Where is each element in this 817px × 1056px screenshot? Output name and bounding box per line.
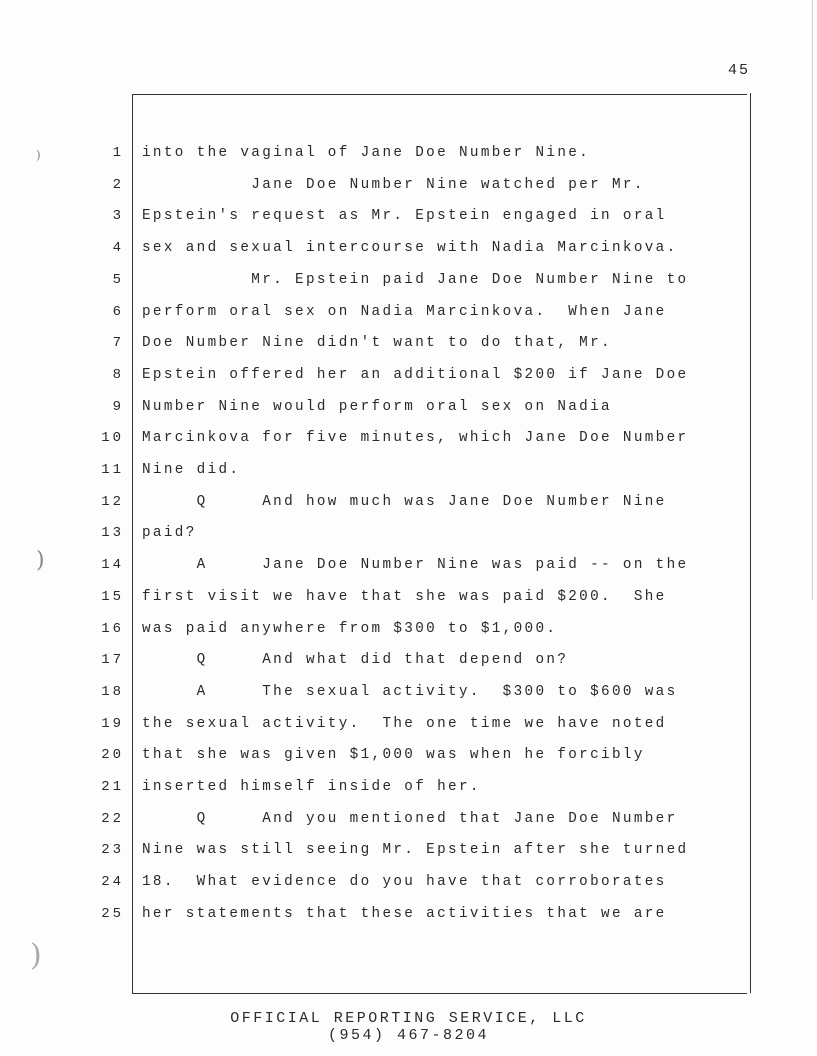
margin-mark: )	[30, 938, 42, 973]
line-number: 4	[112, 240, 124, 256]
line-number: 10	[101, 430, 124, 446]
line-number: 11	[101, 462, 124, 478]
line-number: 8	[112, 367, 124, 383]
transcript-line: A The sexual activity. $300 to $600 was	[142, 684, 678, 700]
line-number: 17	[101, 652, 124, 668]
line-number: 9	[112, 399, 124, 415]
transcript-line: Q And what did that depend on?	[142, 652, 569, 668]
line-number: 7	[112, 335, 124, 351]
page-edge	[812, 0, 813, 600]
transcript-line: Q And you mentioned that Jane Doe Number	[142, 811, 678, 827]
line-number: 18	[101, 684, 124, 700]
transcript-line: paid?	[142, 525, 197, 541]
line-number: 21	[101, 779, 124, 795]
line-number: 23	[101, 842, 124, 858]
transcript-line: Epstein's request as Mr. Epstein engaged in oral	[142, 208, 667, 224]
line-number: 16	[101, 621, 124, 637]
transcript-line: was paid anywhere from $300 to $1,000.	[142, 621, 558, 637]
transcript-line: inserted himself inside of her.	[142, 779, 481, 795]
transcript-line: sex and sexual intercourse with Nadia Marcinkova.	[142, 240, 678, 256]
transcript-line: Nine was still seeing Mr. Epstein after she turned	[142, 842, 689, 858]
transcript-line: perform oral sex on Nadia Marcinkova. When Jane	[142, 304, 667, 320]
transcript-line: Marcinkova for five minutes, which Jane Doe Number	[142, 430, 689, 446]
line-number: 19	[101, 716, 124, 732]
line-number: 12	[101, 494, 124, 510]
transcript-frame	[132, 94, 747, 994]
line-number: 20	[101, 747, 124, 763]
footer-phone: (954) 467-8204	[327, 1027, 490, 1044]
transcript-line: Q And how much was Jane Doe Number Nine	[142, 494, 667, 510]
transcript-line: Epstein offered her an additional $200 if Jane Doe	[142, 367, 689, 383]
transcript-line: into the vaginal of Jane Doe Number Nine.	[142, 145, 591, 161]
margin-mark: )	[36, 148, 41, 162]
line-number: 22	[101, 811, 124, 827]
transcript-line: the sexual activity. The one time we have noted	[142, 716, 667, 732]
line-number: 24	[101, 874, 124, 890]
line-number: 2	[112, 177, 124, 193]
transcript-line: 18. What evidence do you have that corroborates	[142, 874, 667, 890]
transcript-line: first visit we have that she was paid $200. She	[142, 589, 667, 605]
line-number: 5	[112, 272, 124, 288]
transcript-line: Doe Number Nine didn't want to do that, Mr.	[142, 335, 612, 351]
transcript-line: that she was given $1,000 was when he forcibly	[142, 747, 645, 763]
transcript-line: Mr. Epstein paid Jane Doe Number Nine to	[142, 272, 689, 288]
transcript-line: Number Nine would perform oral sex on Nadia	[142, 399, 612, 415]
margin-mark: )	[36, 548, 45, 573]
line-number: 1	[112, 145, 124, 161]
transcript-line: Nine did.	[142, 462, 241, 478]
transcript-line: A Jane Doe Number Nine was paid -- on the	[142, 557, 689, 573]
line-number: 13	[101, 525, 124, 541]
line-number: 25	[101, 906, 124, 922]
transcript-line: Jane Doe Number Nine watched per Mr.	[142, 177, 645, 193]
line-number: 3	[112, 208, 124, 224]
line-number: 6	[112, 304, 124, 320]
footer-company: OFFICIAL REPORTING SERVICE, LLC	[230, 1010, 587, 1027]
transcript-line: her statements that these activities that we are	[142, 906, 667, 922]
page-number: 45	[728, 62, 751, 79]
line-number: 14	[101, 557, 124, 573]
line-number: 15	[101, 589, 124, 605]
